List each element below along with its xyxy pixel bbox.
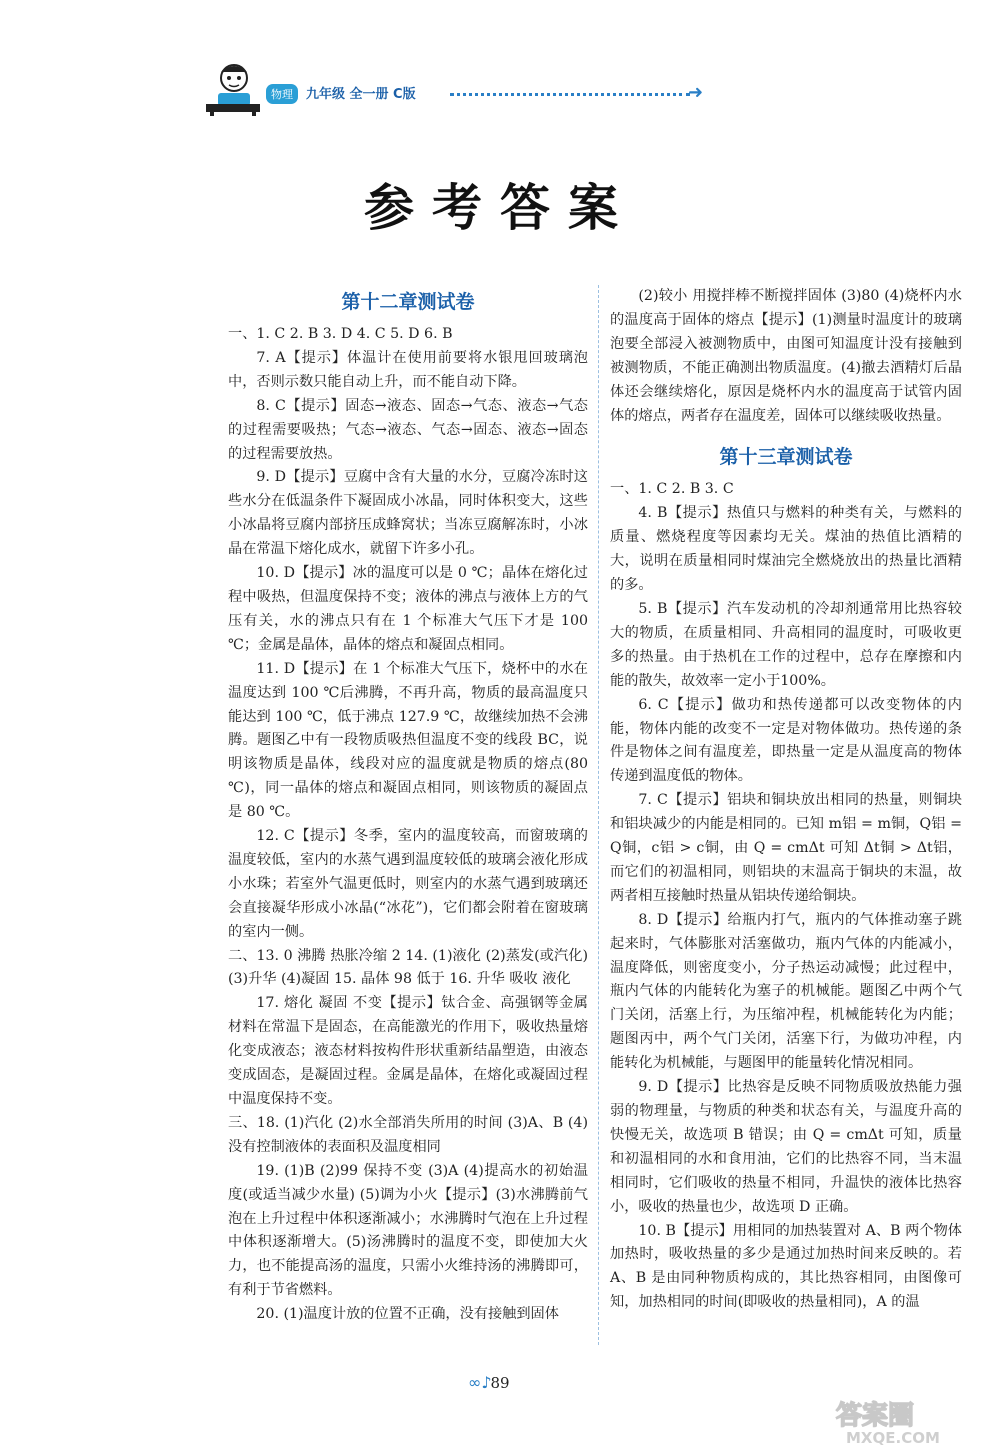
left-column [228,285,588,1327]
column-divider [598,285,599,1345]
page-title: 参考答案 [364,179,636,237]
answer-item: 10. D【提示】冰的温度可以是 0 ℃；晶体在熔化过程中吸热，但温度保持不变；液体的沸点与液体上方的气压有关，水的沸点只有在 1 个标准大气压下才是 100 ℃；金属是晶体，晶体的熔点和凝固点相同。 [228,565,588,653]
answer-item: 12. C【提示】冬季，室内的温度较高，而窗玻璃的温度较低，室内的水蒸气遇到温度较低的玻璃会液化形成小水珠；若室外气温更低时，则室内的水蒸气遇到玻璃还会直接凝华形成小冰晶(“冰花”)，它们都会附着在窗玻璃的室内一侧。 [228,828,588,940]
header-dotted-line [450,93,690,96]
footer-ornament-icon: ∞♪ [468,1373,492,1392]
svg-text:MXQE.COM: MXQE.COM [846,1429,940,1446]
watermark-logo [830,1396,998,1446]
section-title-ch13: 第十三章测试卷 [719,446,853,469]
answer-item: 11. D【提示】在 1 个标准大气压下，烧杯中的水在温度达到 100 ℃后沸腾，不再升高，物质的最高温度只能达到 100 ℃，低于沸点 127.9 ℃，故继续加热不会沸腾。题图乙中有一段物质吸热但温度不变的线段 BC，说明该物质是晶体，线段对应的温度就是物质的熔点(80 ℃)，同一晶体的熔点和凝固点相同，则该物质的凝固点是 80 ℃。 [228,660,588,821]
answer-item: 10. B【提示】用相同的加热装置对 A、B 两个物体加热时，吸收热量的多少是通过加热时间来反映的。若 A、B 是由同种物质构成的，其比热容相同，由图像可知，加热相同的时间(即吸收的热量相同)，A 的温 [610,1222,962,1311]
right-column [610,285,962,1315]
answer-item: 7. C【提示】铝块和铜块放出相同的热量，则铜块和铝块减少的内能是相同的。已知 m铝 = m铜，Q铝 = Q铜，c铝 > c铜，由 Q = cmΔt 可知 Δt铜 > Δt铝，而它们的初温相同，则铝块的末温高于铜块的末温，故两者相互接触时热量从铝块传递给铜块。 [610,792,962,904]
answer-item: 19. (1)B (2)99 保持不变 (3)A (4)提高水的初始温度(或适当减少水量) (5)调为小火【提示】(3)水沸腾前气泡在上升过程中体积逐渐减小；水沸腾时气泡在上升过程中体积逐渐增大。(5)汤沸腾时的温度不变，即使加大火力，也不能提高汤的温度，只需小火维持汤的沸腾即可，有利于节省燃料。 [228,1162,588,1299]
answer-item: 20. (1)温度计放的位置不正确，没有接触到固体 [256,1306,559,1323]
answer-item-continued: (2)较小 用搅拌棒不断搅拌固体 (3)80 (4)烧杯内水的温度高于固体的熔点【提示】(1)测量时温度计的玻璃泡要全部浸入被测物质中，由图可知温度计没有接触到被测物质，不能正确测出物质温度。(4)撤去酒精灯后晶体还会继续熔化，原因是烧杯内水的温度高于试管内固体的熔点，两者存在温度差，固体可以继续吸收热量。 [610,288,962,424]
answer-item: 8. C【提示】固态→液态、固态→气态、液态→气态的过程需要吸热；气态→液态、气态→固态、液态→固态的过程需要放热。 [228,397,588,462]
answer-item: 8. D【提示】给瓶内打气，瓶内的气体推动塞子跳起来时，气体膨胀对活塞做功，瓶内气体的内能减小，温度降低，则密度变小，分子热运动减慢；此过程中，瓶内气体的内能转化为塞子的机械能。题图乙中两个气门关闭，活塞上行，为压缩冲程，机械能转化为内能；题图丙中，两个气门关闭，活塞下行，为做功冲程，内能转化为机械能，与题图甲的能量转化情况相同。 [610,911,962,1072]
answer-item: 4. B【提示】热值只与燃料的种类有关，与燃料的质量、燃烧程度等因素均无关。煤油的热值比酒精的大，说明在质量相同时煤油完全燃烧放出的热量比酒精的多。 [610,505,962,594]
arrow-right-icon: ➜ [688,82,704,103]
answer-item: 二、13. 0 沸腾 热胀冷缩 2 14. (1)液化 (2)蒸发(或汽化) (3)升华 (4)凝固 15. 晶体 98 低于 16. 升华 吸收 液化 [228,947,588,988]
answer-item: 一、1. C 2. B 3. D 4. C 5. D 6. B [228,326,453,342]
mascot-icon [200,60,266,116]
answer-item: 5. B【提示】汽车发动机的冷却剂通常用比热容较大的物质，在质量相同、升高相同的温度时，可吸收更多的热量。由于热机在工作的过程中，总存在摩擦和内能的散失，故效率一定小于100%。 [610,600,962,689]
answer-item: 一、1. C 2. B 3. C [610,481,734,498]
page-header [200,58,720,118]
subject-badge: 物理 [266,84,298,104]
svg-text:答案圈: 答案圈 [836,1401,915,1431]
answer-item: 6. C【提示】做功和热传递都可以改变物体的内能，物体内能的改变不一定是对物体做功。热传递的条件是物体之间有温度差，即热量一定是从温度高的物体传递到温度低的物体。 [610,696,962,785]
answer-item: 三、18. (1)汽化 (2)水全部消失所用的时间 (3)A、B (4)没有控制液体的表面积及温度相同 [228,1114,588,1155]
answer-item: 9. D【提示】比热容是反映不同物质吸放热能力强弱的物理量，与物质的种类和状态有关，与温度升高的快慢无关，故选项 B 错误；由 Q = cmΔt 可知，质量和初温相同的水和食用油，它们的比热容不同，当末温相同时，它们吸收的热量不相同，升温快的液体比热容小，吸收的热量也少，故选项 D 正确。 [610,1079,962,1215]
page-number: 89 [490,1374,510,1392]
answer-item: 17. 熔化 凝固 不变【提示】钛合金、高强钢等金属材料在常温下是固态，在高能激光的作用下，吸收热量熔化变成液态；液态材料按构件形状重新结晶塑造，由液态变成固态，是凝固过程。金属是晶体，在熔化或凝固过程中温度保持不变。 [228,995,588,1107]
answer-item: 7. A【提示】体温计在使用前要将水银甩回玻璃泡中，否则示数只能自动上升，而不能自动下降。 [228,349,588,390]
answer-item: 9. D【提示】豆腐中含有大量的水分，豆腐冷冻时这些水分在低温条件下凝固成小冰晶，同时体积变大，这些小冰晶将豆腐内部挤压成蜂窝状；当冻豆腐解冻时，小冰晶在常温下熔化成水，就留下许多小孔。 [228,469,588,558]
section-title-ch12: 第十二章测试卷 [341,291,475,313]
header-subtitle: 九年级 全一册 C版 [306,87,416,102]
